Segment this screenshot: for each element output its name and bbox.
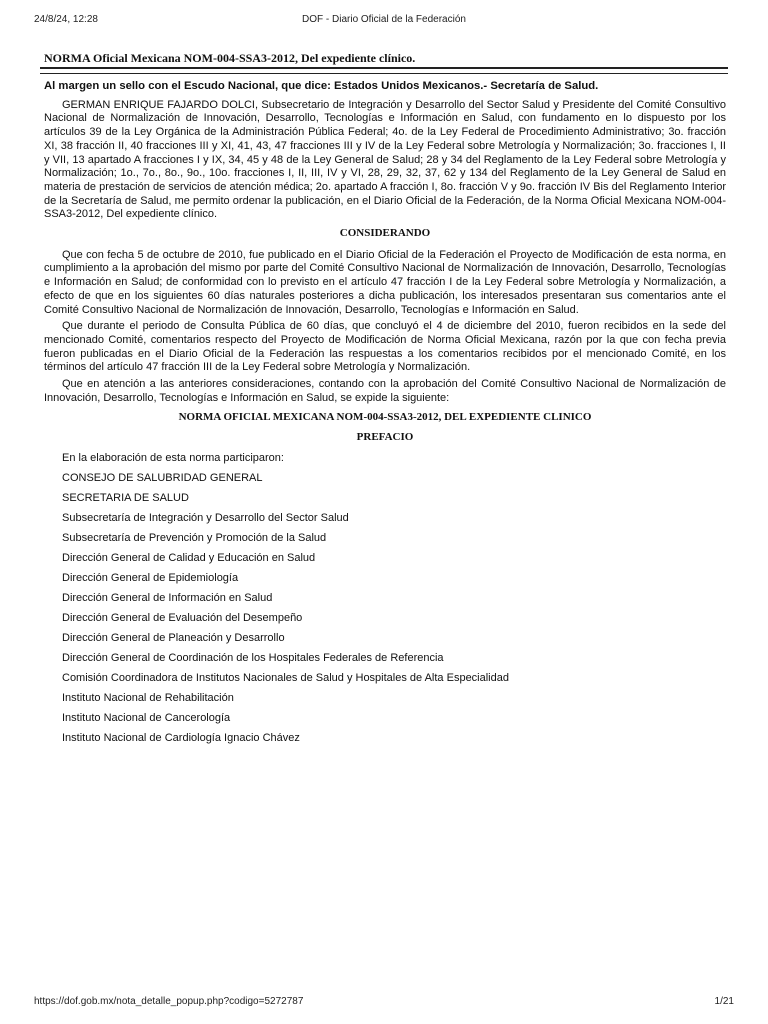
list-item: Instituto Nacional de Rehabilitación [62, 691, 234, 704]
margin-note: Al margen un sello con el Escudo Nacional, que dice: Estados Unidos Mexicanos.- Secretaría de Salud. [44, 80, 599, 92]
page-url: https://dof.gob.mx/nota_detalle_popup.php?codigo=5272787 [34, 996, 304, 1007]
list-item: Dirección General de Planeación y Desarrollo [62, 631, 285, 644]
document-body [44, 80, 726, 748]
title-divider [40, 67, 728, 69]
list-item: SECRETARIA DE SALUD [62, 491, 189, 504]
page-number: 1/21 [714, 996, 734, 1007]
list-item: Dirección General de Información en Salud [62, 591, 273, 604]
list-item: Subsecretaría de Prevención y Promoción de la Salud [62, 531, 327, 544]
prefacio-heading: PREFACIO [356, 431, 414, 444]
considerando-paragraph: Que en atención a las anteriores consideraciones, contando con la aprobación del Comité Consultivo Nacional de Normalización de Innovación, Desarrollo, Tecnologías e Información en Salud, se expide la siguiente: [44, 378, 726, 404]
list-item: Dirección General de Calidad y Educación en Salud [62, 551, 316, 564]
participants-list [44, 468, 726, 748]
print-header [34, 14, 734, 28]
list-item: Dirección General de Epidemiología [62, 571, 239, 584]
norma-heading: NORMA OFICIAL MEXICANA NOM-004-SSA3-2012, DEL EXPEDIENTE CLINICO [178, 411, 592, 424]
print-footer [34, 996, 734, 1010]
list-item: Dirección General de Coordinación de los Hospitales Federales de Referencia [62, 651, 444, 664]
document-title: NORMA Oficial Mexicana NOM-004-SSA3-2012, Del expediente clínico. [44, 51, 416, 65]
intro-paragraph: GERMAN ENRIQUE FAJARDO DOLCI, Subsecretario de Integración y Desarrollo del Sector Salud y Presidente del Comité Consultivo Nacional de Normalización de Innovación, Desarrollo, Tecnologías e Información en Salud, con fundamento en lo dispuesto por los artículos 39 de la Ley Orgánica de la Administración Pública Federal; 4o. de la Ley Federal de Procedimiento Administrativo; 3o. fracción XI, 38 fracción II, 40 fracciones III y XI, 41, 43, 47 fracciones III y IV de la Ley Federal sobre Metrología y Normalización; 3o. fracciones I, II y VII, 13 apartado A fracciones I y IX, 34, 45 y 48 de la Ley General de Salud; 28 y 34 del Reglamento de la Ley Federal sobre Metrología y Normalización; 1o., 7o., 8o., 9o., 10o. fracciones I, II, III, IV y VI, 28, 29, 32, 37, 62 y 134 del Reglamento de la Ley General de Salud en materia de prestación de servicios de atención médica; 2o. apartado A fracción I, 8o. fracción V y 9o. fracción IV Bis del Reglamento Interior de la Secretaría de Salud, me permito ordenar la publicación, en el Diario Oficial de la Federación, de la Norma Oficial Mexicana NOM-004-SSA3-2012, Del expediente clínico. [44, 98, 726, 221]
considerando-heading: CONSIDERANDO [339, 227, 431, 240]
title-divider-thin [40, 73, 728, 74]
print-site-title: DOF - Diario Oficial de la Federación [302, 14, 466, 25]
list-item: Instituto Nacional de Cancerología [62, 711, 231, 724]
list-item: Dirección General de Evaluación del Desempeño [62, 611, 303, 624]
considerando-paragraph: Que con fecha 5 de octubre de 2010, fue publicado en el Diario Oficial de la Federación el Proyecto de Modificación de esta norma, en cumplimiento a la aprobación del mismo por parte del Comité Consultivo Nacional de Normalización de Innovación, Desarrollo, Tecnologías e Información en Salud; de conformidad con lo previsto en el artículo 47 fracción I de la Ley Federal sobre Metrología y Normalización, a efecto de que en los siguientes 60 días naturales posteriores a dicha publicación, los interesados presentaran sus comentarios ante el Comité Consultivo Nacional de Normalización de Innovación, Desarrollo, Tecnologías e Información en Salud. [44, 248, 726, 316]
print-date: 24/8/24, 12:28 [34, 14, 98, 25]
list-item: Subsecretaría de Integración y Desarrollo del Sector Salud [62, 511, 349, 524]
list-item: CONSEJO DE SALUBRIDAD GENERAL [62, 471, 263, 484]
participants-intro: En la elaboración de esta norma participaron: [62, 451, 284, 464]
list-item: Comisión Coordinadora de Institutos Nacionales de Salud y Hospitales de Alta Especialidad [62, 671, 509, 684]
considerando-paragraph: Que durante el periodo de Consulta Pública de 60 días, que concluyó el 4 de diciembre del 2010, fueron recibidos en la sede del mencionado Comité, comentarios respecto del Proyecto de Modificación de Norma Oficial Mexicana, razón por la que con fecha previa fueron publicadas en el Diario Oficial de la Federación las respuestas a los comentarios recibidos por el mencionado Comité, en los términos del artículo 47 fracción III de la Ley Federal sobre Metrología y Normalización. [44, 320, 726, 374]
list-item: Instituto Nacional de Cardiología Ignacio Chávez [62, 731, 300, 744]
